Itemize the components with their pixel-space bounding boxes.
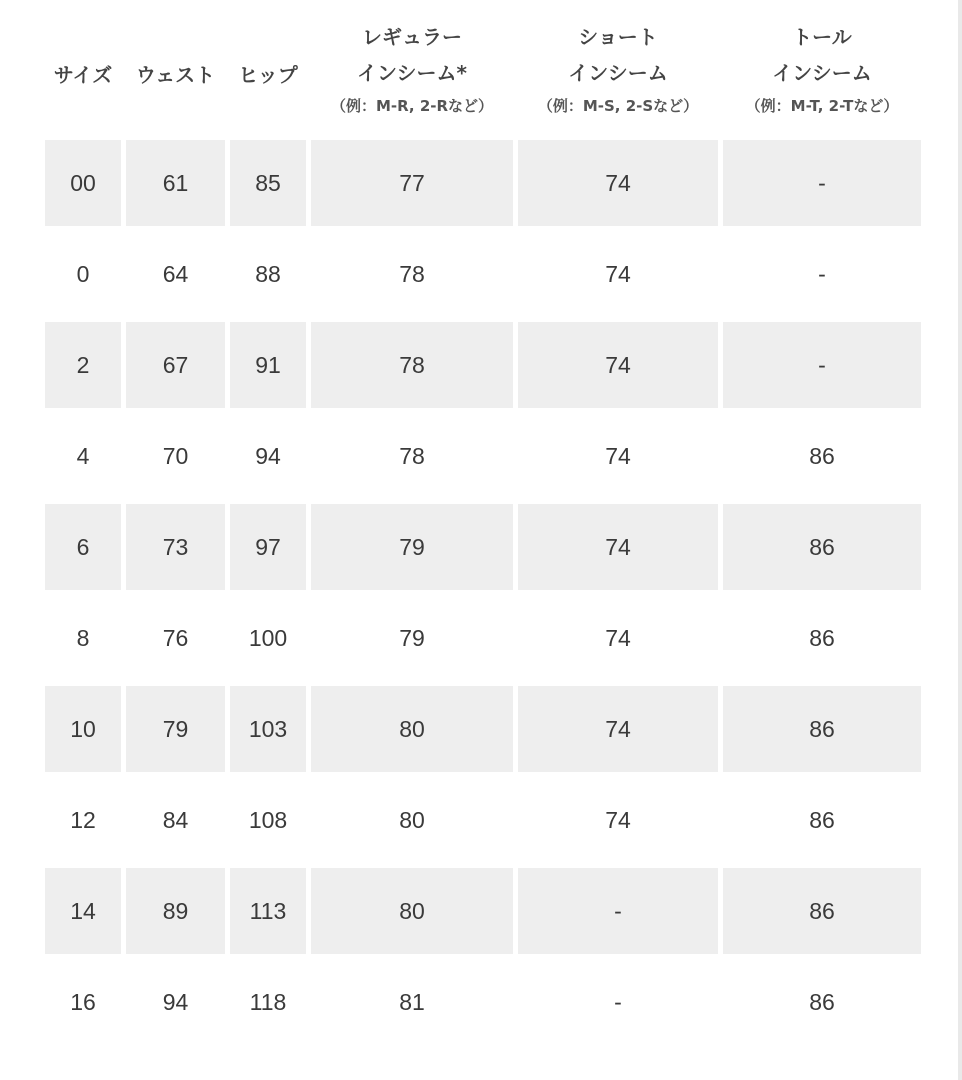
table-row [45, 686, 921, 772]
header-short-example: （例：M-S, 2-Sなど） [537, 97, 699, 115]
header-regular-example: （例：M-R, 2-Rなど） [330, 97, 494, 115]
cell-regular-inseam: 78 [311, 322, 513, 408]
header-short-line2: インシーム [568, 61, 668, 85]
cell-size: 10 [45, 686, 121, 772]
cell-size: 6 [45, 504, 121, 590]
header-hip-label: ヒップ [238, 63, 298, 87]
cell-size: 8 [45, 595, 121, 681]
cell-hip: 108 [230, 777, 306, 863]
cell-regular-inseam: 81 [311, 959, 513, 1045]
cell-short-inseam: 74 [518, 140, 718, 226]
cell-size: 2 [45, 322, 121, 408]
cell-regular-inseam: 79 [311, 504, 513, 590]
cell-tall-inseam: 86 [723, 413, 921, 499]
header-row [45, 5, 921, 135]
table-row [45, 959, 921, 1045]
header-tall-inseam [723, 5, 921, 135]
header-regular-inseam [311, 5, 513, 135]
header-regular-line2: インシーム* [357, 61, 467, 85]
cell-short-inseam: 74 [518, 413, 718, 499]
header-waist [126, 5, 225, 135]
cell-short-inseam: 74 [518, 595, 718, 681]
header-hip [230, 5, 306, 135]
table-row [45, 595, 921, 681]
cell-hip: 88 [230, 231, 306, 317]
cell-waist: 94 [126, 959, 225, 1045]
cell-tall-inseam: - [723, 231, 921, 317]
cell-hip: 97 [230, 504, 306, 590]
cell-size: 14 [45, 868, 121, 954]
cell-waist: 73 [126, 504, 225, 590]
cell-hip: 91 [230, 322, 306, 408]
cell-hip: 103 [230, 686, 306, 772]
table-row [45, 868, 921, 954]
header-tall-line1: トール [792, 25, 852, 49]
cell-tall-inseam: 86 [723, 504, 921, 590]
cell-size: 12 [45, 777, 121, 863]
cell-waist: 76 [126, 595, 225, 681]
cell-tall-inseam: 86 [723, 686, 921, 772]
cell-regular-inseam: 80 [311, 686, 513, 772]
cell-waist: 84 [126, 777, 225, 863]
cell-regular-inseam: 78 [311, 413, 513, 499]
header-short-inseam [518, 5, 718, 135]
table-row [45, 413, 921, 499]
cell-size: 0 [45, 231, 121, 317]
cell-size: 00 [45, 140, 121, 226]
cell-hip: 118 [230, 959, 306, 1045]
cell-short-inseam: 74 [518, 777, 718, 863]
cell-waist: 67 [126, 322, 225, 408]
cell-short-inseam: - [518, 868, 718, 954]
cell-regular-inseam: 80 [311, 777, 513, 863]
table-body [45, 140, 921, 1045]
cell-waist: 70 [126, 413, 225, 499]
cell-regular-inseam: 78 [311, 231, 513, 317]
cell-hip: 113 [230, 868, 306, 954]
cell-tall-inseam: - [723, 140, 921, 226]
cell-short-inseam: 74 [518, 504, 718, 590]
header-size-label: サイズ [53, 63, 113, 87]
table-row [45, 504, 921, 590]
cell-tall-inseam: 86 [723, 777, 921, 863]
table-row [45, 777, 921, 863]
cell-tall-inseam: 86 [723, 868, 921, 954]
cell-size: 16 [45, 959, 121, 1045]
cell-regular-inseam: 80 [311, 868, 513, 954]
cell-waist: 64 [126, 231, 225, 317]
table-row [45, 322, 921, 408]
cell-hip: 85 [230, 140, 306, 226]
header-regular-line1: レギュラー [362, 25, 462, 49]
cell-waist: 61 [126, 140, 225, 226]
cell-hip: 100 [230, 595, 306, 681]
cell-regular-inseam: 79 [311, 595, 513, 681]
cell-regular-inseam: 77 [311, 140, 513, 226]
table-row [45, 231, 921, 317]
cell-short-inseam: 74 [518, 231, 718, 317]
cell-short-inseam: - [518, 959, 718, 1045]
cell-hip: 94 [230, 413, 306, 499]
size-chart-table [40, 0, 926, 1050]
table-row [45, 140, 921, 226]
cell-waist: 79 [126, 686, 225, 772]
cell-waist: 89 [126, 868, 225, 954]
cell-tall-inseam: 86 [723, 595, 921, 681]
header-short-line1: ショート [578, 25, 658, 49]
cell-tall-inseam: 86 [723, 959, 921, 1045]
cell-tall-inseam: - [723, 322, 921, 408]
header-tall-line2: インシーム [772, 61, 872, 85]
header-size [45, 5, 121, 135]
header-tall-example: （例：M-T, 2-Tなど） [745, 97, 899, 115]
cell-short-inseam: 74 [518, 686, 718, 772]
header-waist-label: ウェスト [135, 63, 216, 87]
cell-size: 4 [45, 413, 121, 499]
page-edge-divider [958, 0, 962, 1080]
cell-short-inseam: 74 [518, 322, 718, 408]
